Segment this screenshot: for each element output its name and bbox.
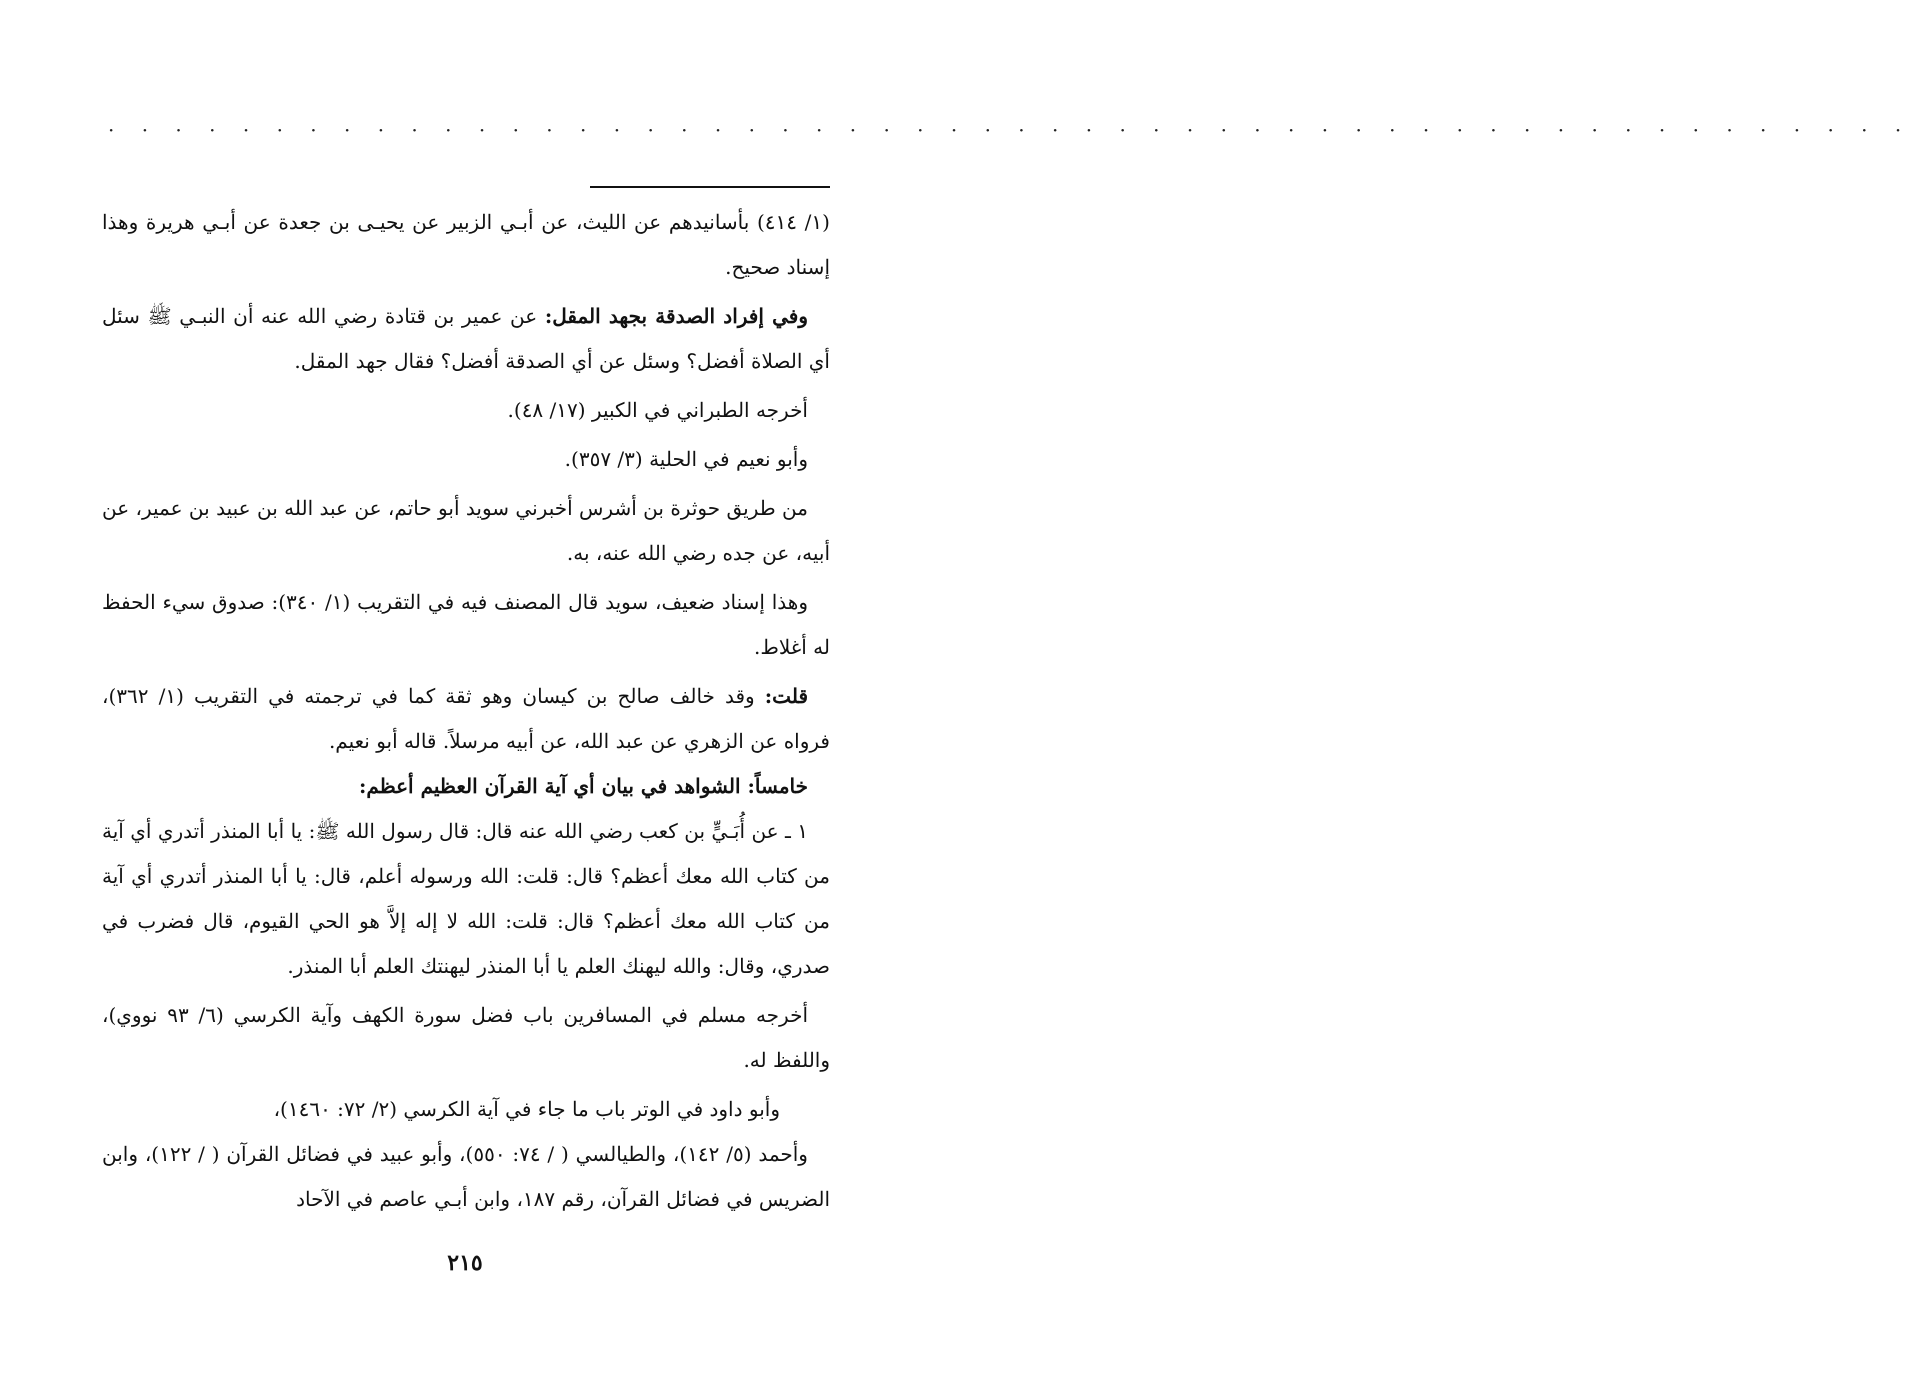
paragraph-text: وأحمد (٥/ ١٤٢)، والطيالسي ( / ٧٤: ٥٥٠)، وأبو عبيد في فضائل القرآن ( / ١٢٢)، وابن الضريس في فضائل القرآن، رقم ١٨٧، وابن أبـي عاصم في الآحاد (102, 1142, 830, 1211)
paragraph-6 (102, 580, 830, 670)
paragraph-11 (102, 1087, 830, 1132)
paragraph-text: (١/ ٤١٤) بأسانيدهم عن الليث، عن أبـي الزبير عن يحيـى بن جعدة عن أبـي هريرة وهذا إسناد صحيح. (102, 210, 830, 279)
paragraph-10 (102, 993, 830, 1083)
footnote-body (102, 200, 830, 1222)
paragraph-1 (102, 200, 830, 290)
heading-text: خامساً: الشواهد في بيان أي آية القرآن العظيم أعظم: (359, 774, 808, 798)
section-heading (102, 764, 830, 809)
paragraph-5 (102, 486, 830, 576)
paragraph-12 (102, 1132, 830, 1222)
paragraph-text: وقد خالف صالح بن كيسان وهو ثقة كما في ترجمته في التقريب (١/ ٣٦٢)، فرواه عن الزهري عن عبد الله، عن أبيه مرسلاً. قاله أبو نعيم. (102, 684, 830, 753)
paragraph-text: ١ ـ عن أُبَـيٍّ بن كعب رضي الله عنه قال: قال رسول الله ﷺ: يا أبا المنذر أتدري أي آية من كتاب الله معك أعظم؟ قال: قلت: الله ورسوله أعلم، قال: يا أبا المنذر أتدري أي آية من كتاب الله معك أعظم؟ قال: قلت: الله لا إله إلاَّ هو الحي القيوم، قال فضرب في صدري، وقال: والله ليهنك العلم يا أبا المنذر ليهنتك العلم أبا المنذر. (102, 819, 830, 978)
paragraph-9 (102, 809, 830, 989)
paragraph-lead: وفي إفراد الصدقة بجهد المقل: (544, 304, 808, 328)
paragraph-7 (102, 674, 830, 764)
paragraph-text: وهذا إسناد ضعيف، سويد قال المصنف فيه في التقريب (١/ ٣٤٠): صدوق سيء الحفظ له أغلاط. (102, 590, 830, 659)
paragraph-4 (102, 437, 830, 482)
paragraph-3 (102, 388, 830, 433)
footnote-rule (590, 186, 830, 188)
paragraph-text: عن عمير بن قتادة رضي الله عنه أن النبـي ﷺ سئل أي الصلاة أفضل؟ وسئل عن أي الصدقة أفضل؟ فقال جهد المقل. (102, 304, 830, 373)
paragraph-text: وأبو نعيم في الحلية (٣/ ٣٥٧). (564, 447, 808, 471)
dotted-separator: · · · · · · · · · · · · · · · · · · · · · · · · · · · · · · · · · · · · · · · · · · · · · · · · · · · · · · (108, 118, 1912, 142)
page-number: ٢١٥ (447, 1250, 483, 1276)
paragraph-text: وأبو داود في الوتر باب ما جاء في آية الكرسي (٢/ ٧٢: ١٤٦٠)، (273, 1097, 780, 1121)
paragraph-text: أخرجه مسلم في المسافرين باب فضل سورة الكهف وآية الكرسي (٦/ ٩٣ نووي)، واللفظ له. (102, 1003, 830, 1072)
paragraph-text: أخرجه الطبراني في الكبير (١٧/ ٤٨). (507, 398, 808, 422)
paragraph-lead: قلت: (764, 684, 808, 708)
paragraph-2 (102, 294, 830, 384)
paragraph-text: من طريق حوثرة بن أشرس أخبرني سويد أبو حاتم، عن عبد الله بن عبيد بن عمير، عن أبيه، عن جده رضي الله عنه، به. (102, 496, 830, 565)
